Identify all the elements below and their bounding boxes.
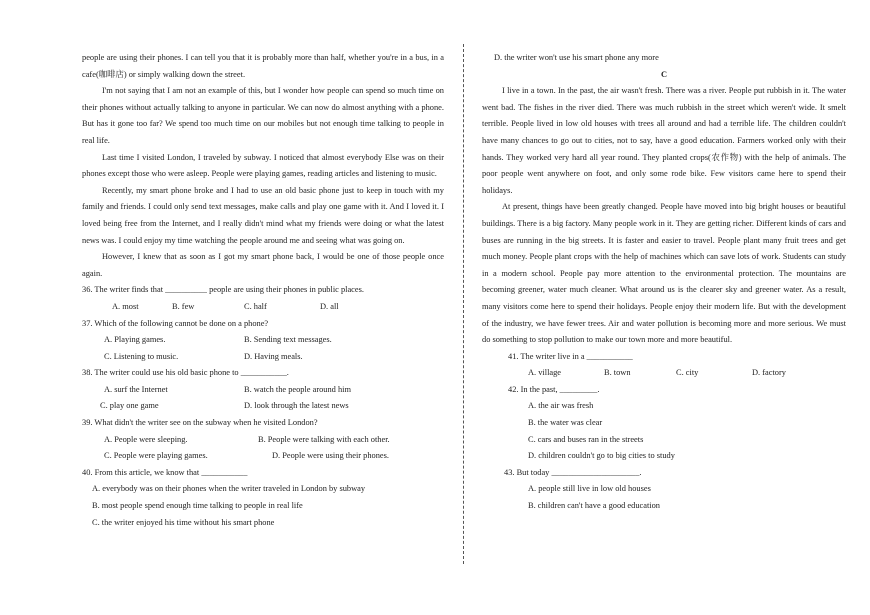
option-c[interactable]: C. city <box>676 368 699 378</box>
option-a[interactable]: A. surf the Internet <box>104 384 168 394</box>
option-a[interactable]: A. village <box>528 368 562 378</box>
option-a[interactable]: A. the air was fresh <box>528 401 594 411</box>
question-39: 39. What didn't the writer see on the subway when he visited London? <box>82 418 318 428</box>
question-36: 36. The writer finds that __________ people are using their phones in public places. <box>82 285 364 295</box>
left-column <box>82 50 444 531</box>
option-c[interactable]: C. half <box>244 301 267 311</box>
passage-paragraph: However, I knew that as soon as I got my smart phone back, I would be one of those people once again. <box>82 252 444 278</box>
option-d[interactable]: D. Having meals. <box>244 351 303 361</box>
option-a[interactable]: A. people still live in low old houses <box>528 484 651 494</box>
option-d[interactable]: D. all <box>320 301 339 311</box>
section-heading: C <box>660 69 668 79</box>
question-38-options-row2 <box>82 398 444 415</box>
passage-paragraph: Last time I visited London, I traveled by subway. I noticed that almost everybody Else was on their phones except those who were asleep. People were playing games, reading articles and listening to music. <box>82 152 444 179</box>
option-b[interactable]: B. the water was clear <box>528 418 603 428</box>
question-36-options <box>82 299 444 316</box>
option-b[interactable]: B. Sending text messages. <box>244 335 332 345</box>
option-c[interactable]: C. People were playing games. <box>104 451 208 461</box>
question-40: 40. From this article, we know that ___________ <box>82 467 248 477</box>
option-a[interactable]: A. Playing games. <box>104 335 166 345</box>
question-39-options-row2 <box>82 448 444 465</box>
option-b[interactable]: B. few <box>172 301 195 311</box>
question-37: 37. Which of the following cannot be done on a phone? <box>82 318 269 328</box>
question-37-options-row1 <box>82 332 444 349</box>
option-c[interactable]: C. the writer enjoyed his time without his smart phone <box>92 517 275 527</box>
option-a[interactable]: A. everybody was on their phones when the writer traveled in London by subway <box>92 484 366 494</box>
option-d[interactable]: D. the writer won't use his smart phone any more <box>494 53 659 62</box>
passage-paragraph: I'm not saying that I am not an example of this, but I wonder how people can spend so much time on their phones without actually talking to anyone in particular. We can now do almost anything with a phone. But has it gone too far? We spend too much time on our mobiles but not enough time talking to people in real life. <box>82 86 444 145</box>
question-37-options-row2 <box>82 349 444 366</box>
right-column <box>482 50 846 515</box>
passage-paragraph: I live in a town. In the past, the air wasn't fresh. There was a river. People put rubbish in it. The water went bad. The fishes in the river died. There was much rubbish in the street which weren't wide. It smelt terrible. People lived in low old houses with trees all around and had a terrible life. The children couldn't have many chances to go out to cities, not to say, have a good education. Farmers worked only with their hands. They worked very hard all year round. They planted crops(农作物) with the help of animals. The poor people went anywhere on foot, and only some rode bike. Few visitors came here to spend their holidays. <box>482 86 846 195</box>
option-a[interactable]: A. most <box>112 301 139 311</box>
option-c[interactable]: C. play one game <box>100 401 159 411</box>
option-c[interactable]: C. cars and buses ran in the streets <box>528 434 644 444</box>
option-b[interactable]: B. most people spend enough time talking to people in real life <box>92 501 303 511</box>
option-b[interactable]: B. watch the people around him <box>244 384 351 394</box>
question-38-options-row1 <box>82 382 444 399</box>
option-b[interactable]: B. People were talking with each other. <box>258 434 390 444</box>
question-38: 38. The writer could use his old basic phone to ___________. <box>82 368 289 378</box>
question-42: 42. In the past, _________. <box>508 384 600 394</box>
option-c[interactable]: C. Listening to music. <box>104 351 179 361</box>
option-b[interactable]: B. children can't have a good education <box>528 501 660 511</box>
question-39-options-row1 <box>82 432 444 449</box>
option-b[interactable]: B. town <box>604 368 631 378</box>
option-d[interactable]: D. People were using their phones. <box>272 451 389 461</box>
passage-paragraph: At present, things have been greatly changed. People have moved into big bright houses or beautiful buildings. There is a big factory. Many people work in it. They are getting richer. Different kinds of cars and buses are running in the big streets. It is faster and easier to travel. People plant many fruit trees and get much money. People plant crops with the help of machines which can save lots of work. Students can study in a modern school. People pay more attention to the environmental protection. The mountains are becoming greener, water much cleaner. What around us is the clearer sky and greener water. As a result, many visitors come here to spend their holidays. People enjoy their modern life. But with the development of the industry, we have fewer trees. Air and water pollution is becoming more and more serious. We must do something to stop pollution to make our town more and more beautiful. <box>482 202 846 345</box>
question-41: 41. The writer live in a ___________ <box>508 351 633 361</box>
passage-paragraph: people are using their phones. I can tell you that it is probably more than half, whether you're in a bus, in a cafe(咖啡店) or simply walking down the street. <box>82 53 444 79</box>
question-43: 43. But today _____________________. <box>504 467 642 477</box>
column-divider <box>463 44 464 564</box>
option-d[interactable]: D. children couldn't go to big cities to study <box>528 451 675 461</box>
question-41-options <box>482 365 846 382</box>
option-d[interactable]: D. look through the latest news <box>244 401 349 411</box>
passage-paragraph: Recently, my smart phone broke and I had to use an old basic phone just to keep in touch with my family and friends. I could only send text messages, make calls and play one game with it. And I loved it. I loved being free from the Internet, and I really didn't mind what my friends were doing or what the latest news was. I could enjoy my time watching the people around me and seeing what was going on. <box>82 185 444 245</box>
option-a[interactable]: A. People were sleeping. <box>104 434 188 444</box>
option-d[interactable]: D. factory <box>752 368 786 378</box>
